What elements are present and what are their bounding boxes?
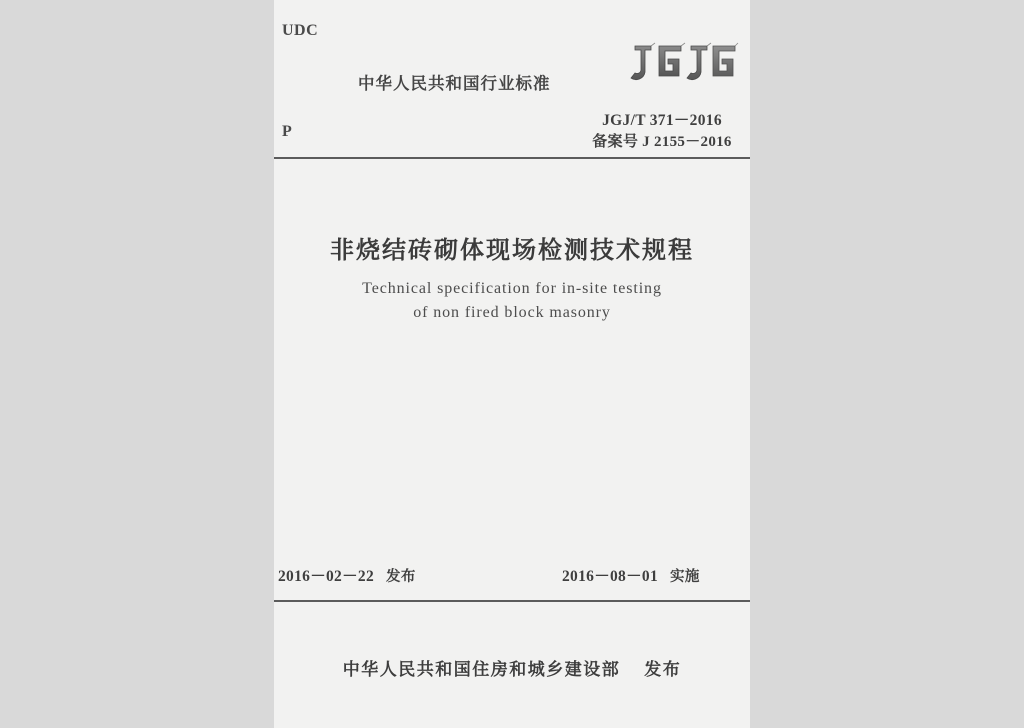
publisher-verb: 发布 xyxy=(644,660,682,680)
effective-date-block xyxy=(562,564,700,586)
document-title-en-line1: Technical specification for in-site testing xyxy=(362,280,662,297)
issuing-authority-line: 中华人民共和国行业标准 xyxy=(358,74,551,93)
effective-date-value: 2016－08－01 xyxy=(562,568,659,585)
issue-label: 发布 xyxy=(386,569,416,585)
udc-label: UDC xyxy=(282,22,319,39)
record-number: 备案号 J 2155－2016 xyxy=(592,134,732,150)
document-cover-page xyxy=(274,0,750,728)
document-title-cn: 非烧结砖砌体现场检测技术规程 xyxy=(330,236,694,264)
standard-number: JGJ/T 371－2016 xyxy=(602,112,722,129)
jgj-logo-icon xyxy=(629,42,739,88)
publisher-block xyxy=(274,655,750,680)
issue-date-value: 2016－02－22 xyxy=(278,568,375,585)
classification-p-mark: P xyxy=(282,123,292,140)
header-divider xyxy=(274,157,750,159)
footer-divider xyxy=(274,600,750,602)
effective-label: 实施 xyxy=(670,569,700,585)
issue-date-block xyxy=(278,564,416,586)
publisher-name: 中华人民共和国住房和城乡建设部 xyxy=(342,660,621,680)
document-title-en-line2: of non fired block masonry xyxy=(413,304,611,321)
